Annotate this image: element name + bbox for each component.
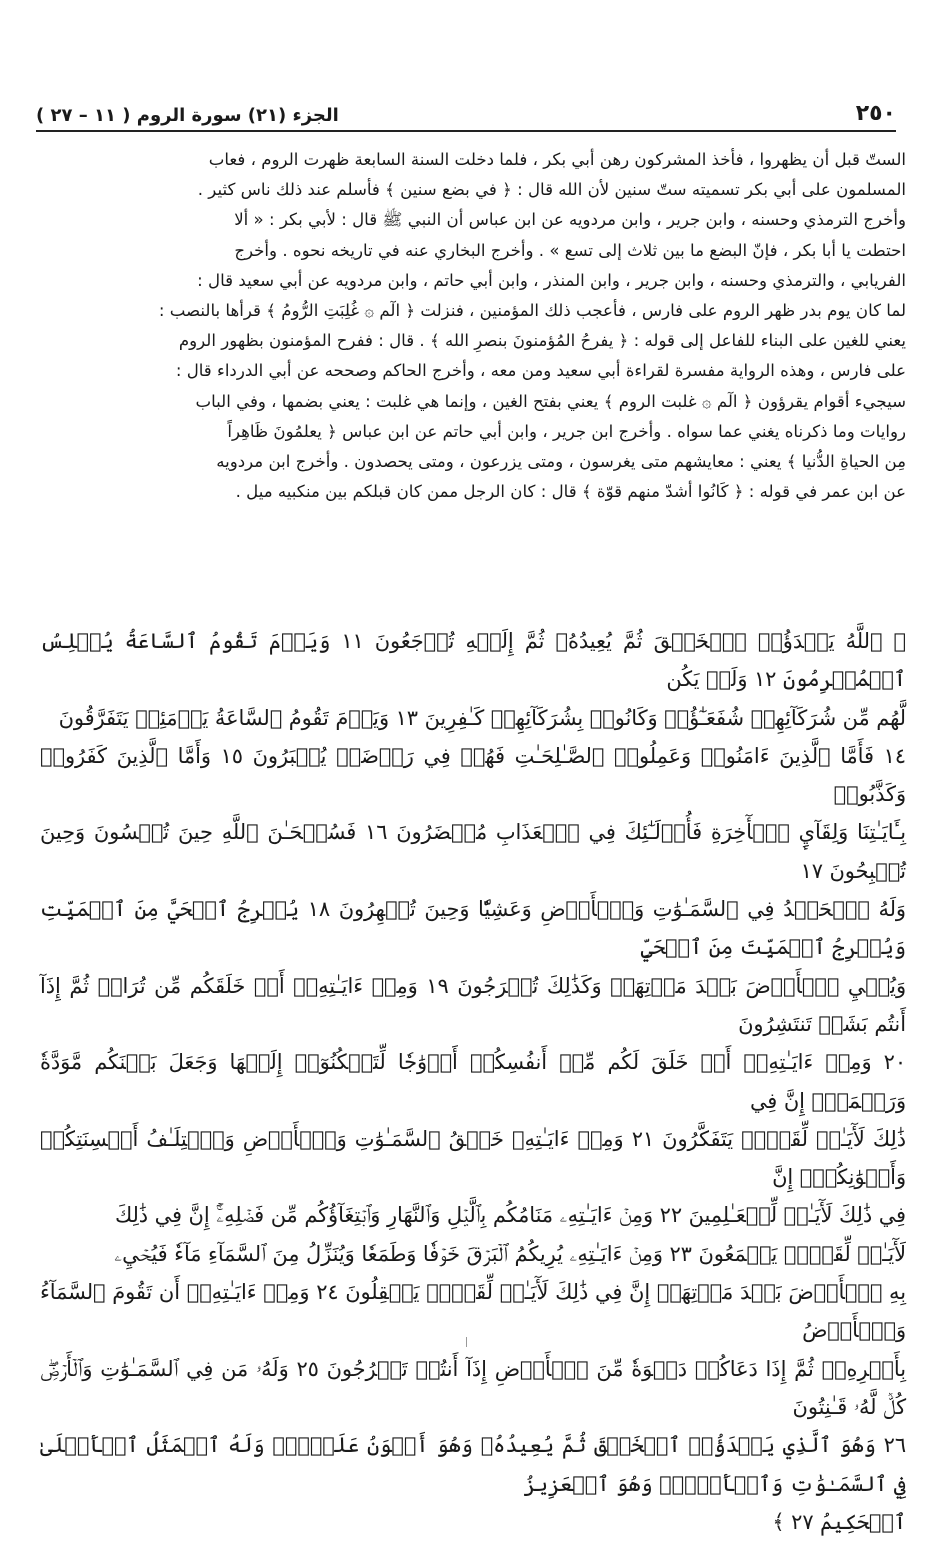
quran-text-block xyxy=(40,622,906,1541)
quran-line: ٢٦ وَهُوَ ٱلَّذِي يَبۡدَؤُا۟ ٱلۡخَلۡقَ ثُمَّ يُعِيدُهُۥ وَهُوَ أَهۡوَنُ عَلَيۡهِۚ وَلَهُ ٱلۡمَثَلُ ٱلۡأَعۡلَىٰ فِي ٱلسَّمَـٰوَٰتِ وَٱلۡأَرۡضِۚ وَهُوَ ٱلۡعَزِيزُ xyxy=(40,1433,906,1496)
quran-line: بِأَمۡرِهِۦۚ ثُمَّ إِذَا دَعَاكُمۡ دَعۡوَةٗ مِّنَ ٱلۡأَرۡضِ إِذَآ أَنتُمۡ تَخۡرُجُونَ ٢٥ وَلَهُۥ مَن فِي ٱلسَّمَـٰوَٰتِ وَٱلۡأَرۡضِۖ كُلّٞ لَّهُۥ قَـٰنِتُونَ xyxy=(40,1356,906,1419)
quran-line: ١٤ فَأَمَّا ٱلَّذِينَ ءَامَنُوا۟ وَعَمِلُوا۟ ٱلصَّـٰلِحَـٰتِ فَهُمۡ فِي رَوۡضَةٖ يُحۡبَرُونَ ١٥ وَأَمَّا ٱلَّذِينَ كَفَرُوا۟ وَكَذَّبُوا۟ xyxy=(40,743,906,807)
quran-line: فِي ذَٰلِكَ لَأٓيَـٰتٖ لِّلۡعَـٰلِمِينَ ٢٢ وَمِنۡ ءَايَـٰتِهِۦ مَنَامُكُم بِٱلَّيۡلِ وَٱلنَّهَارِ وَٱبۡتِغَآؤُكُم مِّن فَضۡلِهِۦٓۚ إِنَّ فِي ذَٰلِكَ xyxy=(114,1203,906,1228)
quran-line: ٢٠ وَمِنۡ ءَايَـٰتِهِۦٓ أَنۡ خَلَقَ لَكُم مِّنۡ أَنفُسِكُمۡ أَزۡوَٰجٗا لِّتَسۡكُنُوٓا۟ إِلَيۡهَا وَجَعَلَ بَيۡنَكُم مَّوَدَّةٗ وَرَحۡمَةًۚ إِنَّ فِي xyxy=(40,1050,906,1113)
commentary-line: وأخرج الترمذي وحسنه ، وابن جرير ، وابن مردويه عن ابن عباس أن النبي ﷺ قال : لأبي بكر : « ألا xyxy=(234,210,906,230)
commentary-line: روايات وما ذكرناه يغني عما سواه . وأخرج ابن جرير ، وابن أبي حاتم عن ابن عباس ﴿ يعلمُونَ ظَاهِراً xyxy=(227,421,906,441)
commentary-line: لما كان يوم بدر ظهر الروم على فارس ، فأعجب ذلك المؤمنين ، فنزلت ﴿ الٓم ۞ غُلِبَتِ الرُّومُ ﴾ قرأها بالنصب : xyxy=(158,301,906,321)
quran-line: لَأٓيَـٰتٖ لِّقَوۡمٖ يَسۡمَعُونَ ٢٣ وَمِنۡ ءَايَـٰتِهِۦ يُرِيكُمُ ٱلۡبَرۡقَ خَوۡفٗا وَطَمَعٗا وَيُنَزِّلُ مِنَ ٱلسَّمَآءِ مَآءٗ فَيُحۡيِۦ xyxy=(114,1241,906,1266)
commentary-line: مِن الحياةِ الدُّنيا ﴾ يعني : معايشهم متى يغرسون ، ومتى يزرعون ، ومتى يحصدون . وأخرج ابن مردويه xyxy=(216,452,906,472)
quran-line: ذَٰلِكَ لَأٓيَـٰتٖ لِّقَوۡمٖ يَتَفَكَّرُونَ ٢١ وَمِنۡ ءَايَـٰتِهِۦ خَلۡقُ ٱلسَّمَـٰوَٰتِ وَٱلۡأَرۡضِ وَٱخۡتِلَـٰفُ أَلۡسِنَتِكُمۡ وَأَلۡوَٰنِكُمۡۚ إِنَّ xyxy=(40,1126,906,1190)
page-header xyxy=(36,92,896,132)
running-title: الجزء (٢١) سورة الروم ( ١١ – ٢٧ ) xyxy=(36,105,339,126)
quran-line: وَلَهُ ٱلۡحَمۡدُ فِي ٱلسَّمَـٰوَٰتِ وَٱلۡأَرۡضِ وَعَشِيّٗا وَحِينَ تُظۡهِرُونَ ١٨ يُخۡرِجُ ٱلۡحَيَّ مِنَ ٱلۡمَيِّتِ وَيُخۡرِجُ ٱلۡمَيِّتَ مِنَ ٱلۡحَيِّ xyxy=(40,897,906,960)
commentary-line: الستّ قبل أن يظهروا ، فأخذ المشركون رهن أبي بكر ، فلما دخلت السنة السابعة ظهرت الروم ، فعاب xyxy=(208,150,906,169)
commentary-line: سيجيء أقوام يقرؤون ﴿ الٓم ۞ غلبت الروم ﴾ يعني بفتح الغين ، وإنما هي غلبت : يعني بضمها ، وفي الباب xyxy=(195,391,906,411)
commentary-line: المسلمون على أبي بكر تسميته ستّ سنين لأن الله قال : ﴿ في بضع سنين ﴾ فأسلم عند ذلك ناس كثير . xyxy=(197,180,906,200)
commentary-block xyxy=(40,145,906,507)
quran-line: لَّهُم مِّن شُرَكَآئِهِمۡ شُفَعَـٰٓؤُا۟ وَكَانُوا۟ بِشُرَكَآئِهِمۡ كَـٰفِرِينَ ١٣ وَيَوۡمَ تَقُومُ ٱلسَّاعَةُ يَوۡمَئِذٖ يَتَفَرَّقُونَ xyxy=(58,705,906,730)
quran-line: وَيُحۡيِ ٱلۡأَرۡضَ بَعۡدَ مَوۡتِهَاۚ وَكَذَٰلِكَ تُخۡرَجُونَ ١٩ وَمِنۡ ءَايَـٰتِهِۦٓ أَنۡ خَلَقَكُم مِّن تُرَابٖ ثُمَّ إِذَآ أَنتُم بَشَرٞ تَنتَشِرُونَ xyxy=(40,973,906,1036)
quran-line: ﴿ ٱللَّهُ يَبۡدَؤُا۟ ٱلۡخَلۡقَ ثُمَّ يُعِيدُهُۥ ثُمَّ إِلَيۡهِ تُرۡجَعُونَ ١١ وَيَوۡمَ تَقُومُ ٱلسَّاعَةُ يُبۡلِسُ ٱلۡمُجۡرِمُونَ ١٢ وَلَمۡ يَكُن xyxy=(40,629,906,692)
quran-line: بِـَٔايَـٰتِنَا وَلِقَآيِٕ ٱلۡأٓخِرَةِ فَأُو۟لَـٰٓئِكَ فِي ٱلۡعَذَابِ مُحۡضَرُونَ ١٦ فَسُبۡحَـٰنَ ٱللَّهِ حِينَ تُمۡسُونَ وَحِينَ تُصۡبِحُونَ ١٧ xyxy=(40,820,907,883)
page-number: ٢٥٠ xyxy=(855,101,896,126)
commentary-line: الفريابي ، والترمذي وحسنه ، وابن جرير ، وابن المنذر ، وابن أبي حاتم ، وابن مردويه عن أبي سعيد قال : xyxy=(197,270,906,290)
quran-line: ٱلۡحَكِيمُ ٢٧ ﴾ xyxy=(772,1509,906,1534)
commentary-line: يعني للغين على البناء للفاعل إلى قوله : ﴿ يفرحُ المُؤمنونَ بنصرِ الله ﴾ . قال : ففرح المؤمنون بظهور الروم xyxy=(178,331,906,351)
quran-line: بِهِ ٱلۡأَرۡضَ بَعۡدَ مَوۡتِهَآۚ إِنَّ فِي ذَٰلِكَ لَأٓيَـٰتٖ لِّقَوۡمٖ يَعۡقِلُونَ ٢٤ وَمِنۡ ءَايَـٰتِهِۦٓ أَن تَقُومَ ٱلسَّمَآءُ وَٱلۡأَرۡضُ xyxy=(40,1280,906,1343)
commentary-line: عن ابن عمر في قوله : ﴿ كَانُوا أشدّ منهم قوّة ﴾ قال : كان الرجل ممن كان قبلكم بين منكبيه ميل . xyxy=(235,482,906,502)
commentary-line: على فارس ، وهذه الرواية مفسرة لقراءة أبي سعيد ومن معه ، وأخرج الحاكم وصححه عن أبي الدرداء قال : xyxy=(175,361,906,381)
commentary-line: احتطت يا أبا بكر ، فإنّ البضع ما بين ثلاث إلى تسع » . وأخرج البخاري عنه في تاريخه نحوه . وأخرج xyxy=(234,240,906,260)
scan-mark xyxy=(466,1337,473,1347)
